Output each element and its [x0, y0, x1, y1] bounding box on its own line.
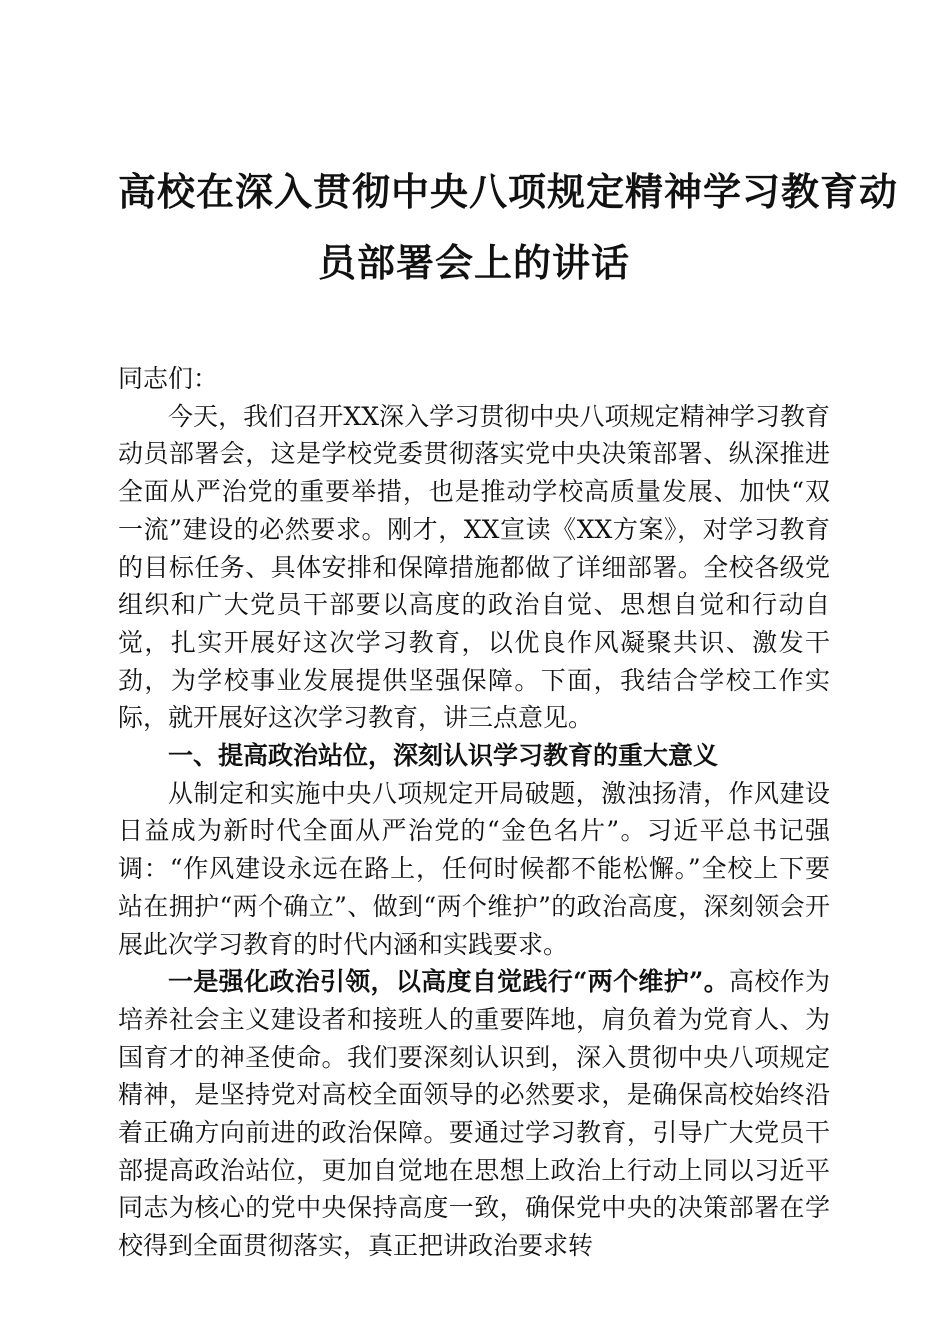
- point-1-paragraph: [118, 963, 830, 1265]
- section-1-heading: 一、提高政治站位，深刻认识学习教育的重大意义: [168, 741, 719, 771]
- intro-paragraph: 今天，我们召开XX深入学习贯彻中央八项规定精神学习教育动员部署会，这是学校党委贯彻落实党中央决策部署、纵深推进全面从严治党的重要举措，也是推动学校高质量发展、加快“双一流”建设的必然要求。刚才，XX宣读《XX方案》，对学习教育的目标任务、具体安排和保障措施都做了详细部署。全校各级党组织和广大党员干部要以高度的政治自觉、思想自觉和行动自觉，扎实开展好这次学习教育，以优良作风凝聚共识、激发干劲，为学校事业发展提供坚强保障。下面，我结合学校工作实际，就开展好这次学习教育，讲三点意见。: [118, 401, 830, 733]
- document-title-line-1: 高校在深入贯彻中央八项规定精神学习教育动: [118, 169, 899, 214]
- salutation: 同志们：: [118, 364, 219, 393]
- point-1-body: 高校作为培养社会主义建设者和接班人的重要阵地，肩负着为党育人、为国育才的神圣使命。我们要深刻认识到，深入贯彻中央八项规定精神，是坚持党对高校全面领导的必然要求，是确保高校始终沿着正确方向前进的政治保障。要通过学习教育，引导广大党员干部提高政治站位，更加自觉地在思想上政治上行动上同以习近平同志为核心的党中央保持高度一致，确保党中央的决策部署在学校得到全面贯彻落实，真正把讲政治要求转: [118, 967, 830, 1261]
- section-1-paragraph: 从制定和实施中央八项规定开局破题，激浊扬清，作风建设日益成为新时代全面从严治党的“金色名片”。习近平总书记强调：“作风建设永远在路上，任何时候都不能松懈。”全校上下要站在拥护“两个确立”、做到“两个维护”的政治高度，深刻领会开展此次学习教育的时代内涵和实践要求。: [118, 778, 830, 959]
- point-1-lead: 一是强化政治引领，以高度自觉践行“两个维护”。: [168, 967, 730, 997]
- document-body: [118, 360, 830, 1265]
- document-title-line-2: 员部署会上的讲话: [317, 240, 630, 285]
